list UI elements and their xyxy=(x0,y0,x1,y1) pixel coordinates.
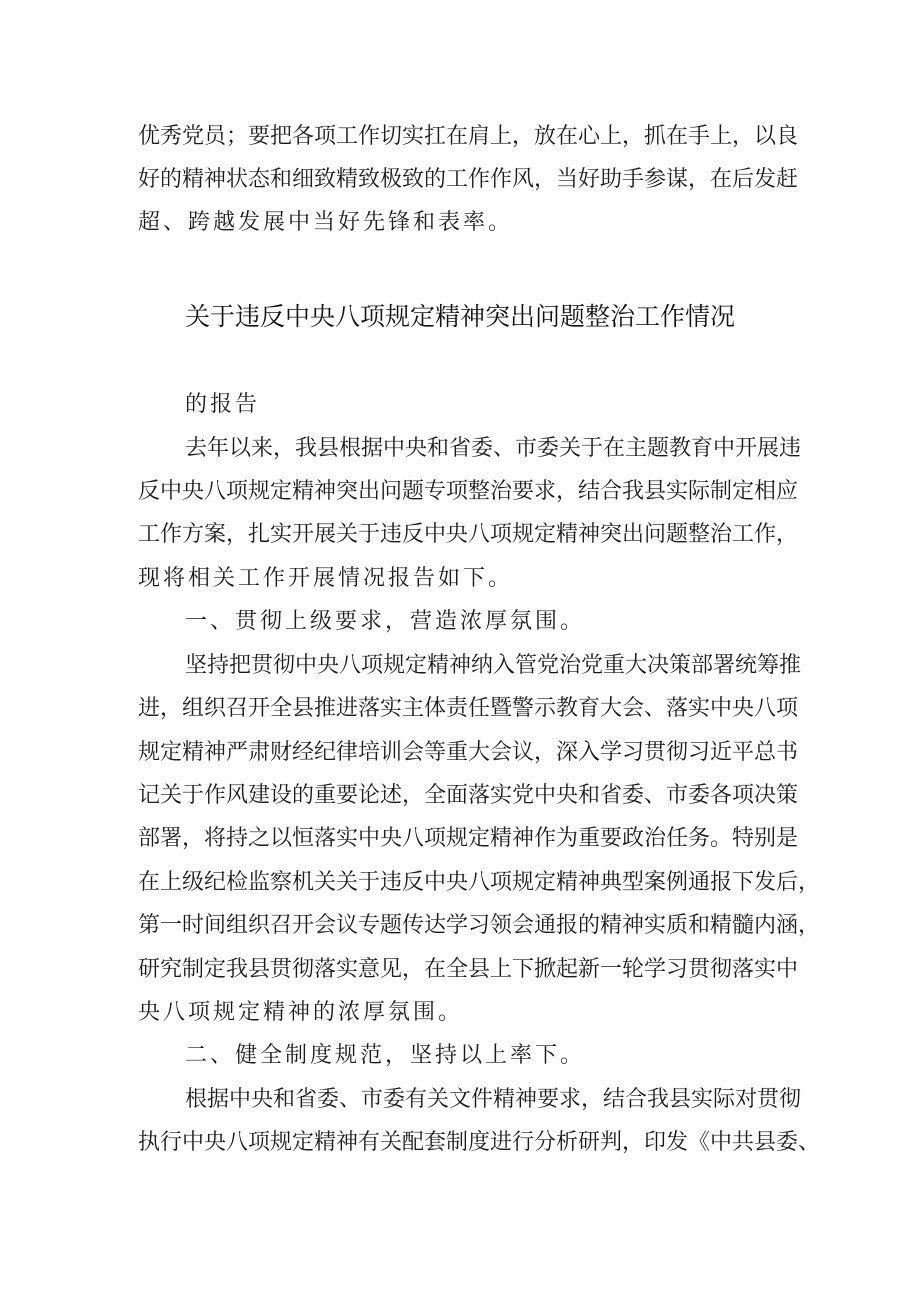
text-line: 优秀党员；要把各项工作切实扛在肩上，放在心上，抓在手上，以良 xyxy=(138,124,799,149)
text-line: 执行中央八项规定精神有关配套制度进行分析研判，印发《中共县委、 xyxy=(138,1130,821,1155)
text-line: 去年以来，我县根据中央和省委、市委关于在主题教育中开展违 xyxy=(185,436,802,461)
text-line: 央八项规定精神的浓厚氛围。 xyxy=(138,1000,464,1025)
text-line: 好的精神状态和细致精致极致的工作作风，当好助手参谋，在后发赶 xyxy=(138,167,799,192)
text-line: 第一时间组织召开会议专题传达学习领会通报的精神实质和精髓内涵， xyxy=(138,913,821,938)
text-line: 根据中央和省委、市委有关文件精神要求，结合我县实际对贯彻 xyxy=(185,1087,802,1112)
section-heading: 一、贯彻上级要求，营造浓厚氛围。 xyxy=(185,609,586,634)
text-line: 坚持把贯彻中央八项规定精神纳入管党治党重大决策部署统筹推 xyxy=(185,653,802,678)
text-line: 记关于作风建设的重要论述，全面落实党中央和省委、市委各项决策 xyxy=(138,783,799,808)
text-line: 部署，将持之以恒落实中央八项规定精神作为重要政治任务。特别是 xyxy=(138,826,799,851)
text-line: 规定精神严肃财经纪律培训会等重大会议，深入学习贯彻习近平总书 xyxy=(138,740,799,765)
text-line: 反中央八项规定精神突出问题专项整治要求，结合我县实际制定相应 xyxy=(138,479,799,504)
text-line: 超、跨越发展中当好先锋和表率。 xyxy=(138,210,514,235)
title-continuation: 的报告 xyxy=(185,392,261,417)
text-line: 现将相关工作开展情况报告如下。 xyxy=(138,566,514,591)
text-line: 工作方案，扎实开展关于违反中央八项规定精神突出问题整治工作， xyxy=(138,522,799,547)
document-title: 关于违反中央八项规定精神突出问题整治工作情况 xyxy=(184,302,735,331)
text-line: 进，组织召开全县推进落实主体责任暨警示教育大会、落实中央八项 xyxy=(138,696,799,721)
text-line: 研究制定我县贯彻落实意见，在全县上下掀起新一轮学习贯彻落实中 xyxy=(138,957,799,982)
section-heading: 二、健全制度规范，坚持以上率下。 xyxy=(185,1043,586,1068)
text-line: 在上级纪检监察机关关于违反中央八项规定精神典型案例通报下发后， xyxy=(138,870,821,895)
